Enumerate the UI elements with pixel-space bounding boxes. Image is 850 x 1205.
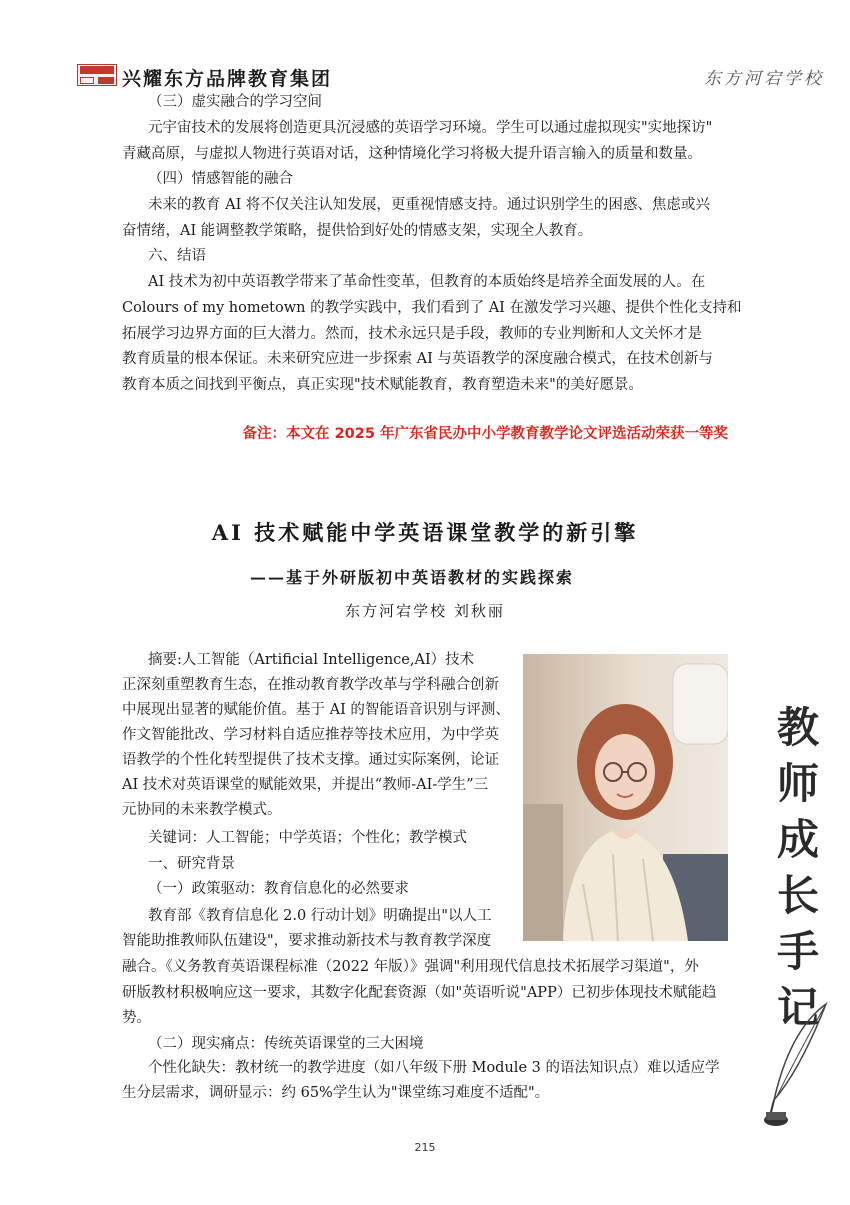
article-author: 东方河宕学校 刘秋丽 bbox=[345, 602, 505, 620]
abstract-line: AI 技术对英语课堂的赋能效果，并提出“教师-AI-学生”三 bbox=[122, 777, 489, 793]
section-heading: （一）政策驱动：教育信息化的必然要求 bbox=[148, 881, 409, 897]
section-heading: （二）现实痛点：传统英语课堂的三大困境 bbox=[148, 1036, 424, 1052]
page-number: 215 bbox=[414, 1141, 436, 1154]
paragraph-line: 青藏高原，与虚拟人物进行英语对话，这种情境化学习将极大提升语言输入的质量和数量。 bbox=[122, 146, 702, 162]
paragraph-line: 教育质量的根本保证。未来研究应进一步探索 AI 与英语教学的深度融合模式，在技术创新与 bbox=[122, 351, 713, 367]
article-subtitle: ——基于外研版初中英语教材的实践探索 bbox=[250, 568, 575, 587]
abstract-line: 中展现出显著的赋能价值。基于 AI 的智能语音识别与评测、 bbox=[122, 702, 510, 718]
section-heading: （三）虚实融合的学习空间 bbox=[148, 94, 322, 110]
side-char: 师 bbox=[776, 759, 819, 808]
quill-pen-icon bbox=[760, 1000, 830, 1130]
author-photo bbox=[523, 654, 728, 941]
paragraph-line: Colours of my hometown 的教学实践中，我们看到了 AI 在激发学习兴趣、提供个性化支持和 bbox=[122, 300, 742, 316]
award-note: 备注：本文在 2025 年广东省民办中小学教育教学论文评选活动荣获一等奖 bbox=[242, 426, 728, 442]
paragraph-line: 生分层需求，调研显示：约 65%学生认为"课堂练习难度不适配"。 bbox=[122, 1085, 550, 1101]
section-heading: 一、研究背景 bbox=[148, 856, 235, 872]
group-logo bbox=[77, 64, 117, 86]
section-heading: （四）情感智能的融合 bbox=[148, 171, 293, 187]
article-title: AI 技术赋能中学英语课堂教学的新引擎 bbox=[211, 520, 639, 545]
abstract-line: 语教学的个性化转型提供了技术支撑。通过实际案例，论证 bbox=[122, 752, 499, 768]
paragraph-line: 研版教材积极响应这一要求，其数字化配套资源（如"英语听说"APP）已初步体现技术赋能趋 bbox=[122, 985, 717, 1001]
side-char: 长 bbox=[776, 871, 819, 920]
abstract-line: 正深刻重塑教育生态，在推动教育教学改革与学科融合创新 bbox=[122, 677, 499, 693]
paragraph-line: 教育部《教育信息化 2.0 行动计划》明确提出"以人工 bbox=[148, 908, 492, 924]
side-char: 成 bbox=[776, 815, 819, 864]
paragraph-line: 教育本质之间找到平衡点，真正实现"技术赋能教育，教育塑造未来"的美好愿景。 bbox=[122, 377, 643, 393]
group-name: 兴耀东方品牌教育集团 bbox=[122, 68, 333, 90]
abstract-line: 摘要:人工智能（Artificial Intelligence,AI）技术 bbox=[148, 652, 475, 668]
paragraph-line: 势。 bbox=[122, 1010, 151, 1026]
paragraph-line: 拓展学习边界方面的巨大潜力。然而，技术永远只是手段，教师的专业判断和人文关怀才是 bbox=[122, 326, 702, 342]
paragraph-line: 未来的教育 AI 将不仅关注认知发展，更重视情感支持。通过识别学生的困惑、焦虑或兴 bbox=[148, 197, 710, 213]
paragraph-line: 个性化缺失：教材统一的教学进度（如八年级下册 Module 3 的语法知识点）难以适应学 bbox=[148, 1060, 720, 1076]
paragraph-line: 奋情绪，AI 能调整教学策略，提供恰到好处的情感支架，实现全人教育。 bbox=[122, 223, 593, 239]
side-char: 手 bbox=[776, 927, 819, 976]
side-calligraphy bbox=[768, 700, 828, 1036]
abstract-line: 元协同的未来教学模式。 bbox=[122, 802, 282, 818]
paragraph-line: 融合。《义务教育英语课程标准（2022 年版）》强调"利用现代信息技术拓展学习渠道"，外 bbox=[122, 959, 699, 975]
paragraph-line: AI 技术为初中英语教学带来了革命性变革，但教育的本质始终是培养全面发展的人。在 bbox=[148, 274, 706, 290]
side-char: 记 bbox=[776, 983, 819, 1032]
abstract-line: 作文智能批改、学习材料自适应推荐等技术应用，为中学英 bbox=[122, 727, 499, 743]
section-heading: 六、结语 bbox=[148, 248, 206, 264]
paragraph-line: 智能助推教师队伍建设"，要求推动新技术与教育教学深度 bbox=[122, 933, 492, 949]
school-name-header: 东方河宕学校 bbox=[704, 69, 824, 89]
keywords: 关键词：人工智能；中学英语；个性化；教学模式 bbox=[148, 830, 467, 846]
side-char: 教 bbox=[776, 703, 819, 752]
paragraph-line: 元宇宙技术的发展将创造更具沉浸感的英语学习环境。学生可以通过虚拟现实"实地探访" bbox=[148, 120, 713, 136]
